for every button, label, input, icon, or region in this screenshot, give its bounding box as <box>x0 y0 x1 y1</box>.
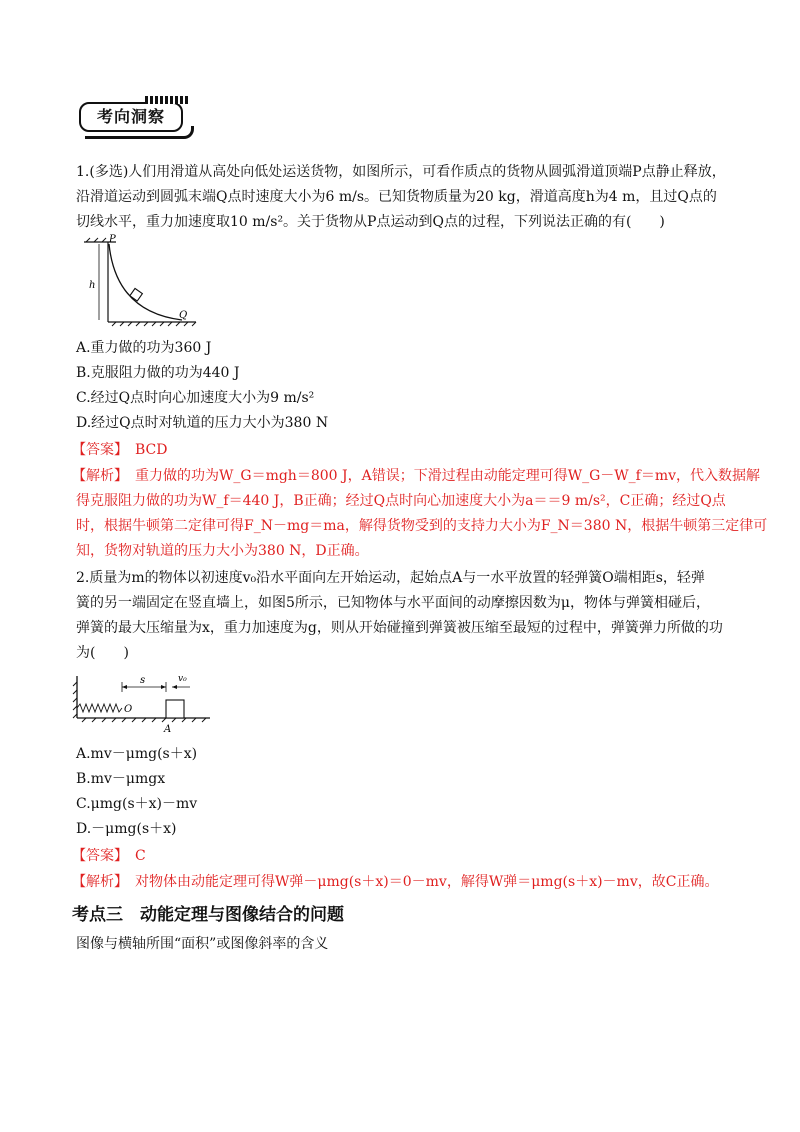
q2-fig-label-o: O <box>124 704 133 715</box>
q1-analysis-3: 时，根据牛顿第二定律可得F_N－mg＝ma，解得货物受到的支持力大小为F_N＝380 N，根据牛顿第三定律可 <box>76 518 768 534</box>
section-subtitle: 图像与横轴所围“面积”或图像斜率的含义 <box>76 936 329 952</box>
q2-line-3: 弹簧的最大压缩量为x，重力加速度为g，则从开始碰撞到弹簧被压缩至最短的过程中，弹簧弹力所做的功 <box>76 620 723 636</box>
q1-fig-label-q: Q <box>179 310 188 321</box>
q1-line-1: 1.(多选)人们用滑道从高处向低处运送货物，如图所示，可看作质点的货物从圆弧滑道顶端P点静止释放， <box>76 164 726 180</box>
q2-fig-label-a: A <box>164 724 172 735</box>
q1-figure <box>72 232 202 330</box>
q1-fig-ground-hatch <box>112 322 196 326</box>
q2-fig-s-arrow-right <box>161 685 166 689</box>
q2-fig-v0-arrowhead <box>172 685 177 689</box>
q2-option-d: D.－μmg(s＋x) <box>76 821 177 837</box>
q2-line-1: 2.质量为m的物体以初速度v₀沿水平面向左开始运动，起始点A与一水平放置的轻弹簧O端相距s，轻弹 <box>76 570 705 586</box>
q2-line-2: 簧的另一端固定在竖直墙上，如图5所示，已知物体与水平面间的动摩擦因数为μ，物体与弹簧相碰后， <box>76 595 711 611</box>
badge-stripes <box>145 96 189 104</box>
q1-fig-cargo <box>130 288 143 301</box>
q1-option-b: B.克服阻力做的功为440 J <box>76 365 240 381</box>
q2-fig-block <box>166 700 184 718</box>
q1-fig-hatch <box>94 238 98 242</box>
q2-fig-label-v0: v₀ <box>178 674 187 684</box>
section-title: 考点三 动能定理与图像结合的问题 <box>72 905 344 925</box>
q1-analysis-1: 【解析】 重力做的功为W_G＝mgh＝800 J，A错误；下滑过程由动能定理可得W_G－W_f＝mv，代入数据解 <box>72 468 761 484</box>
q1-option-c: C.经过Q点时向心加速度大小为9 m/s² <box>76 390 315 406</box>
q1-line-3: 切线水平，重力加速度取10 m/s²。关于货物从P点运动到Q点的过程，下列说法正确的有( ) <box>76 214 665 230</box>
q2-option-a: A.mv－μmg(s＋x) <box>76 746 198 762</box>
q1-option-d: D.经过Q点时对轨道的压力大小为380 N <box>76 415 329 431</box>
q1-analysis-4: 知，货物对轨道的压力大小为380 N，D正确。 <box>76 543 369 559</box>
q2-fig-label-s: s <box>140 675 146 686</box>
q2-fig-spring <box>77 704 122 712</box>
q1-fig-arc-track <box>109 244 182 320</box>
q1-fig-hatch <box>86 238 90 242</box>
q1-option-a: A.重力做的功为360 J <box>76 340 212 356</box>
q2-analysis: 【解析】 对物体由动能定理可得W弹－μmg(s＋x)＝0－mv，解得W弹＝μmg(s＋x)－mv，故C正确。 <box>72 874 719 890</box>
q2-fig-s-arrow-left <box>122 685 127 689</box>
q2-option-b: B.mv－μmgx <box>76 771 166 787</box>
q1-fig-label-p: P <box>109 234 116 245</box>
q2-answer: 【答案】 C <box>72 848 146 864</box>
q1-fig-hatch <box>102 238 106 242</box>
q2-figure <box>72 668 222 738</box>
q2-option-c: C.μmg(s＋x)－mv <box>76 796 198 812</box>
q2-line-4: 为( ) <box>76 645 129 661</box>
q1-line-2: 沿滑道运动到圆弧末端Q点时速度大小为6 m/s。已知货物质量为20 kg，滑道高度h为4 m，且过Q点的 <box>76 189 717 205</box>
q1-analysis-2: 得克服阻力做的功为W_f＝440 J，B正确；经过Q点时向心加速度大小为a＝＝9 m/s²，C正确；经过Q点 <box>76 493 726 509</box>
badge-label: 考向洞察 <box>79 102 183 132</box>
q1-fig-label-h: h <box>89 280 96 291</box>
q1-answer: 【答案】 BCD <box>72 442 168 458</box>
section-badge <box>77 96 193 138</box>
